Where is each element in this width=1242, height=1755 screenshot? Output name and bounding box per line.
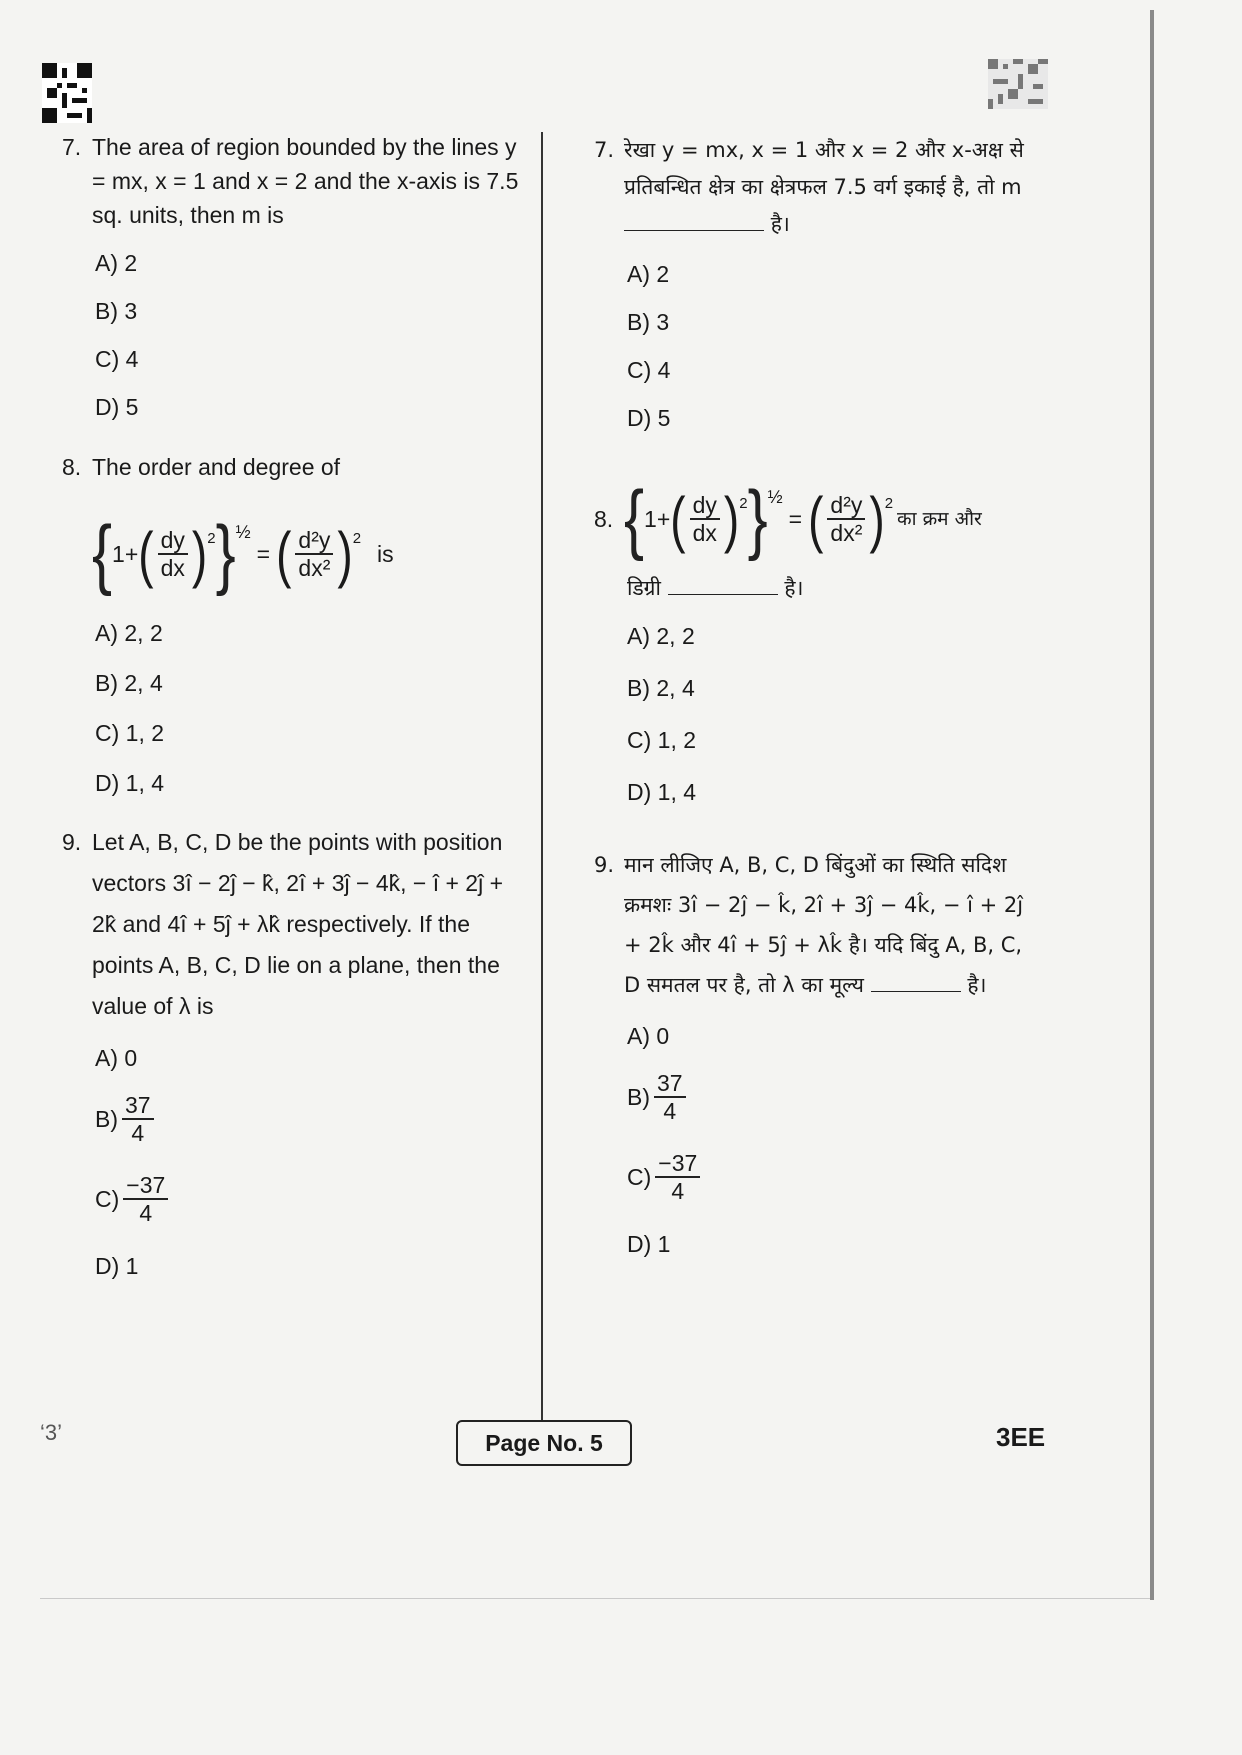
question-number: 7. (594, 138, 615, 162)
question-9-hi (594, 845, 1034, 1005)
option-a[interactable]: A) 2 (95, 250, 138, 276)
hindi-column (594, 132, 1034, 1261)
column-divider (541, 132, 543, 1422)
option-d[interactable]: D) 1, 4 (627, 779, 697, 805)
differential-equation: { 1+ ( $\frac{dy}{dx}$ ) 2 } ½ = ( $\frac{\text{d²y}}{\text{dx²}}$ ) 2 is (92, 509, 394, 597)
question-tail: is (377, 541, 394, 567)
question-7-en (62, 130, 522, 232)
question-text: The order and degree of (92, 454, 341, 480)
option-c[interactable]: C) 4 (627, 357, 671, 383)
option-b[interactable]: B) $\frac{37}{4}$ (627, 1067, 1034, 1127)
option-c[interactable]: C) $\frac{-37}{4}$ (627, 1147, 1034, 1207)
answer-blank (668, 572, 778, 595)
question-text-end: है। (967, 973, 987, 997)
question-text: Let A, B, C, D be the points with position vectors 3î − 2ĵ − k̂, 2î + 3ĵ − 4k̂, − î + 2ĵ + 2k̂ and 4î + 5ĵ + λk̂ respectively. If the points A, B, C, D lie on a plane, then the value of λ is (92, 829, 504, 1019)
option-a[interactable]: A) 2, 2 (627, 623, 695, 649)
option-b[interactable]: B) 3 (95, 298, 138, 324)
d2y-dx2-fraction: $\frac{\text{d²y}}{\text{dx²}}$ (295, 527, 333, 581)
option-a[interactable]: A) 0 (627, 1023, 670, 1049)
answer-blank (871, 969, 961, 992)
option-b[interactable]: B) 2, 4 (627, 675, 695, 701)
option-b[interactable]: B) $\frac{37}{4}$ (95, 1089, 522, 1149)
option-d[interactable]: D) 1 (627, 1231, 671, 1257)
question-text: रेखा y = mx, x = 1 और x = 2 और x-अक्ष से प्रतिबन्धित क्षेत्र का क्षेत्रफल 7.5 वर्ग इकाई है, तो m (624, 138, 1024, 199)
question-tail: का क्रम और (897, 508, 982, 530)
eq-one-plus: 1+ (112, 541, 139, 567)
question-number: 8. (62, 454, 82, 480)
dy-dx-fraction: $\frac{dy}{dx}$ (158, 527, 188, 581)
margin-mark: ‘3’ (40, 1420, 63, 1445)
question-9-en (62, 822, 522, 1027)
option-c[interactable]: C) $\frac{-37}{4}$ (95, 1169, 522, 1229)
scan-edge (1150, 10, 1154, 1600)
question-8-hi-line2: डिग्री है। (627, 571, 1034, 605)
question-text: The area of region bounded by the lines y = mx, x = 1 and x = 2 and the x-axis is 7.5 sq. units, then m is (92, 134, 519, 228)
page-number-label: Page No. 5 (456, 1420, 632, 1466)
answer-blank (624, 208, 764, 231)
question-number: 9. (594, 853, 615, 877)
option-a[interactable]: A) 2, 2 (95, 620, 163, 646)
option-d[interactable]: D) 5 (627, 405, 671, 431)
option-d[interactable]: D) 1, 4 (95, 770, 165, 796)
option-d[interactable]: D) 1 (95, 1253, 139, 1279)
question-number: 9. (62, 829, 82, 855)
page-bottom-rule (40, 1598, 1150, 1599)
option-c[interactable]: C) 4 (95, 346, 139, 372)
question-8-en (62, 450, 522, 484)
option-b[interactable]: B) 2, 4 (95, 670, 163, 696)
question-7-hi (594, 132, 1034, 243)
option-c[interactable]: C) 1, 2 (95, 720, 165, 746)
option-c[interactable]: C) 1, 2 (627, 727, 697, 753)
option-a[interactable]: A) 0 (95, 1045, 138, 1071)
option-a[interactable]: A) 2 (627, 261, 670, 287)
question-text-end: है। (770, 212, 790, 236)
paper-code: 3EE (996, 1422, 1046, 1452)
question-number: 8. (594, 506, 614, 532)
question-8-hi: 8. { 1+ ( $\frac{dy}{dx}$ ) 2 } ½ = ( $\frac{\text{d²y}}{\text{dx²}}$ ) 2 का क्रम और (594, 474, 982, 562)
qr-code-right-icon (988, 58, 1048, 110)
qr-code-left-icon (42, 62, 92, 124)
question-number: 7. (62, 134, 82, 160)
english-column (62, 130, 522, 1283)
question-text: मान लीजिए A, B, C, D बिंदुओं का स्थिति सदिश क्रमशः 3î − 2ĵ − k̂, 2î + 3ĵ − 4k̂, − î + 2ĵ + 2k̂ और 4î + 5ĵ + λk̂ है। यदि बिंदु A, B, C, D समतल पर है, तो λ का मूल्य (624, 853, 1024, 997)
option-b[interactable]: B) 3 (627, 309, 670, 335)
option-d[interactable]: D) 5 (95, 394, 139, 420)
